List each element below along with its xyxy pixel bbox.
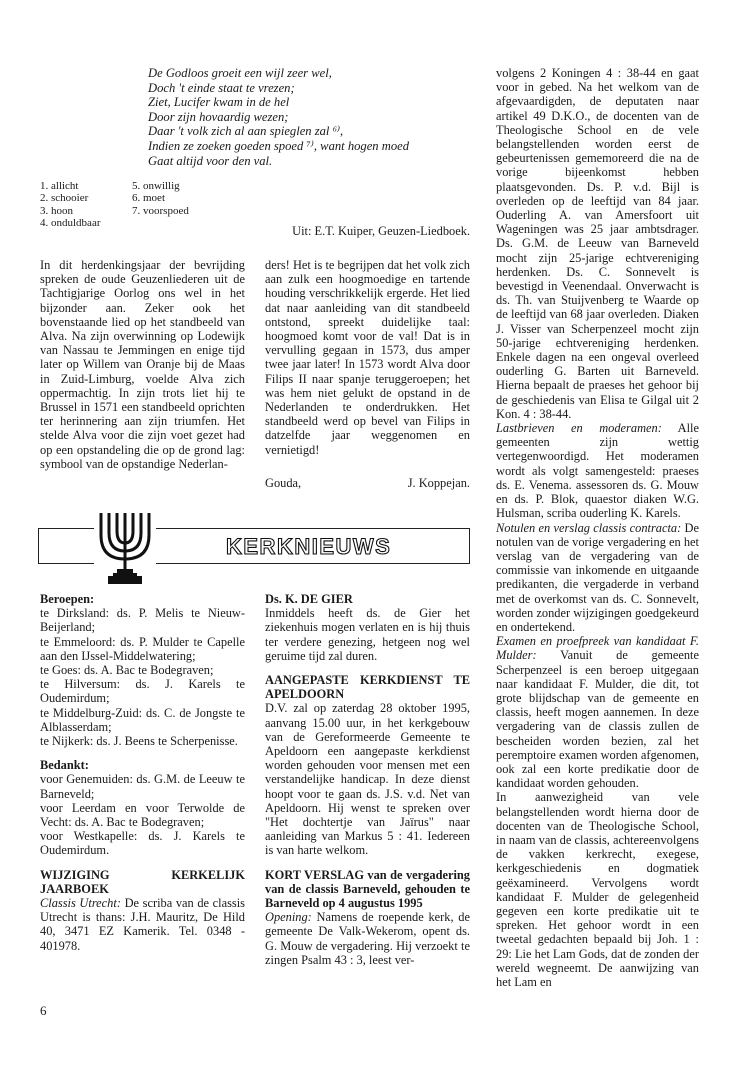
wijziging-lead: Classis Utrecht: (40, 896, 121, 911)
list-item: voor Genemuiden: ds. G.M. de Leeuw te Barneveld; (40, 772, 245, 801)
poem-line: De Godloos groeit een wijl zeer wel, (148, 66, 332, 80)
poem-line: Ziet, Lucifer kwam in de hel (148, 95, 290, 110)
news-column-a (40, 592, 245, 953)
aangepast-heading: AANGEPASTE KERKDIENST TE APELDOORN (265, 673, 470, 702)
list-item: te Hilversum: ds. J. Karels te Oudemirdum; (40, 677, 245, 706)
article-text: In dit herdenkingsjaar der bevrijding spreken de oude Geuzenliederen uit de Tachtigjarige Oorlog ons wel in het bijzonder aan. Zeker ook het bovenstaande lied op het standbeeld van Alva. Na zijn overwinning op Lodewijk van Nassau te Jemmingen en enige tijd later op Willem van Oranje bij de Maas in Zuid-Limburg, voelde Alva zich oppermachtig. In zijn trots liet hij te Brussel in 1571 een standbeeld oprichten ter herinnering aan zijn triumfen. Het stelde Alva voor die zijn voet gezet had op een opstandeling die op de grond lag: symbool van de opstandige Nederlan- (40, 258, 245, 471)
article-signature (265, 476, 470, 490)
paragraph-body: Alle gemeenten zijn wettig vertegenwoordigd. Het moderamen wordt als volgt samengesteld: praeses ds. E. Venema. assessoren ds. G. Mouw en ds. P. Blok, quaestor diaken W.G. Hulsman, scriba ouderling K. Karels. (496, 421, 699, 521)
poem-line: Gaat altijd voor den val. (148, 153, 273, 168)
poem-source: Uit: E.T. Kuiper, Geuzen-Liedboek. (292, 224, 470, 238)
list-item: te Middelburg-Zuid: ds. C. de Jongste te Alblasserdam; (40, 705, 245, 734)
list-item: te Dirksland: ds. P. Melis te Nieuw-Beijerland; (40, 606, 245, 635)
footnote: 1. allicht (40, 180, 79, 192)
wijziging-body: De scriba van de classis Utrecht is thans: J.H. Mauritz, De Hild 40, 3471 EZ Kamerik. Tel. 0348 - 401978. (40, 896, 245, 953)
footnotes-right (132, 180, 242, 217)
list-item: te Nijkerk: ds. J. Beens te Scherpenisse. (40, 734, 238, 749)
poem-line: Daar 't volk zich al aan spieglen zal ⁶⁾, (148, 124, 344, 139)
poem-line: Door zijn hovaardig wezen; (148, 109, 289, 124)
opening-body: Namens de roepende kerk, de gemeente De Valk-Wekerom, opent ds. G. Mouw de vergadering. Hij verzoekt te zingen Psalm 43 : 3, leest ver- (265, 910, 470, 967)
poem-line: Doch 't einde staat te vrezen; (148, 80, 295, 95)
list-item: voor Westkapelle: ds. J. Karels te Oudemirdum. (40, 829, 245, 858)
verslag-paragraph: In aanwezigheid van vele belangstellenden wordt hierna door de docenten van de Theologische School, in naam van de classis, achtereenvolgens de vakken kerkrecht, exegese, kerkgeschiedenis en dogmatiek geëxamineerd. Vervolgens wordt kandidaat F. Mulder de gelegenheid gegeven een korte predikatie uit te spreken. Het gehoor wordt in een tweetal gedachten bepaald bij Joh. 1 : 29: Lie het Lam Gods, dat de zonden der wereld wegneemt. De aanwijzing van het Lam en (496, 790, 699, 989)
gier-text: Inmiddels heeft ds. de Gier het ziekenhuis mogen verlaten en is hij thuis ter verdere genezing, hetgeen nog wel geruime tijd zal duren. (265, 606, 470, 663)
footnote: 2. schooier (40, 192, 89, 205)
page-number: 6 (40, 1003, 47, 1018)
article-column-2 (265, 258, 470, 457)
article-text: ders! Het is te begrijpen dat het volk zich aan zulk een hoogmoedige en tartende houding verschrikkelijk ergerde. Het lied dat naar aanleiding van dit standbeeld ontstond, spreekt duidelijke taal: hoogmoed komt voor de val! Dat is in vervulling gegaan in 1573, dus amper twee jaar later! In 1573 wordt Alva door Filips II naar spanje teruggeroepen; het was hem niet gelukt de opstand in de Nederlanden te onderdrukken. Het standbeeld werd op bevel van Filips in datzelfde jaar weggenomen en vernietigd! (265, 258, 470, 457)
footnote: 6. moet (132, 192, 165, 205)
wijziging-heading: WIJZIGING KERKELIJK JAARBOEK (40, 867, 245, 896)
paragraph-lead: Examen en proefpreek van kandidaat F. Mulder: (496, 634, 699, 663)
footnote: 4. onduldbaar (40, 217, 101, 230)
verslag-paragraph (496, 421, 699, 520)
gier-heading: Ds. K. DE GIER (265, 592, 353, 606)
opening-lead: Opening: (265, 910, 312, 925)
verslag-heading: KORT VERSLAG van de vergadering van de classis Barneveld, gehouden te Barneveld op 4 augustus 1995 (265, 867, 470, 911)
footnote: 5. onwillig (132, 180, 180, 192)
footnote: 7. voorspoed (132, 204, 189, 217)
wijziging-text (40, 896, 245, 953)
list-item: te Emmeloord: ds. P. Mulder te Capelle aan den IJssel-Middelwatering; (40, 634, 245, 663)
paragraph-lead: Lastbrieven en moderamen: (496, 421, 662, 436)
kerknieuws-banner (38, 507, 470, 585)
verslag-paragraph (496, 521, 699, 635)
beroepen-heading: Beroepen: (40, 592, 95, 606)
news-column-b (265, 592, 470, 967)
article-author: J. Koppejan. (407, 476, 470, 490)
footnote: 3. hoon (40, 204, 73, 217)
list-item: te Goes: ds. A. Bac te Bodegraven; (40, 663, 214, 678)
banner-title: KERKNIEUWS (226, 534, 392, 559)
verslag-paragraph (496, 634, 699, 790)
bedankt-heading: Bedankt: (40, 758, 89, 773)
verslag-paragraph: volgens 2 Koningen 4 : 38-44 en gaat voor in gebed. Na het welkom van de afgevaardigden, de deputaten naar artikel 49 D.K.O., de docenten van de Theologische School en de vele belangstellenden worden eerst de gebeurtenissen gememoreerd die na de vorige bijeenkomst hebben plaatsgevonden. Ds. P. v.d. Bijl is overleden op de leeftijd van 84 jaar. Ouderling A. van Amersfoort uit Wageningen was 25 jaar ambtsdrager. Ds. G.M. de Leeuw van Barneveld mocht zijn 25-jarige echtvereniging herdenken. Ds. C. Sonnevelt is bevestigd in Veenendaal. Onverwacht is ds. Th. van Stuijvenberg te Waarde op de leeftijd van 68 jaar overleden. Diaken J. Visser van Scherpenzeel mocht zijn 50-jarige echtvereniging herdenken. Enkele dagen na een ongeval overleed ouderling G. Barten uit Barneveld. Hierna bepaalt de praeses het gehoor bij de geschiedenis van Elisa te Gilgal uit 2 Kon. 4 : 38-44. (496, 66, 699, 421)
poem (148, 66, 478, 168)
article-column-1 (40, 258, 245, 471)
paragraph-body: De notulen van de vorige vergadering en het verslag van de vergadering van de commissie van inkomende en uitgaande predikanten, die vergaderde in verband met de overkomst van ds. C. Sonnevelt, worden zonder wijzigingen goedgekeurd en ondertekend. (496, 520, 699, 634)
news-column-c (496, 66, 699, 989)
footnotes-left (40, 180, 130, 230)
opening-text (265, 910, 470, 967)
paragraph-lead: Notulen en verslag classis contracta: (496, 520, 682, 535)
menorah-icon (94, 507, 156, 585)
aangepast-text: D.V. zal op zaterdag 28 oktober 1995, aanvang 15.00 uur, in het kerkgebouw van de Gereformeerde Gemeente te Apeldoorn een aangepaste kerkdienst worden gehouden voor mensen met een verstandelijke handicap. In deze dienst hoopt voor te gaan ds. J.S. v.d. Net van Apeldoorn. Hij wenst te spreken over "Het dochtertje van Jaïrus" naar aanleiding van Markus 5 : 41. Iedereen is van harte welkom. (265, 701, 470, 858)
paragraph-body: Vanuit de gemeente Scherpenzeel is een beroep uitgegaan naar kandidaat F. Mulder, die dit, tot grote blijdschap van de gemeente en classis, heeft mogen aannemen. In deze vergadering van de classis zullen de bescheiden worden bezien, zal het peremptoire examen worden afgenomen, ook zal een korte predikatie door de kandidaat worden gehouden. (496, 648, 699, 791)
list-item: voor Leerdam en voor Terwolde de Vecht: ds. A. Bac te Bodegraven; (40, 800, 245, 830)
poem-line: Indien ze zoeken goeden spoed ⁷⁾, want hogen moed (148, 138, 410, 153)
article-place: Gouda, (265, 476, 302, 490)
